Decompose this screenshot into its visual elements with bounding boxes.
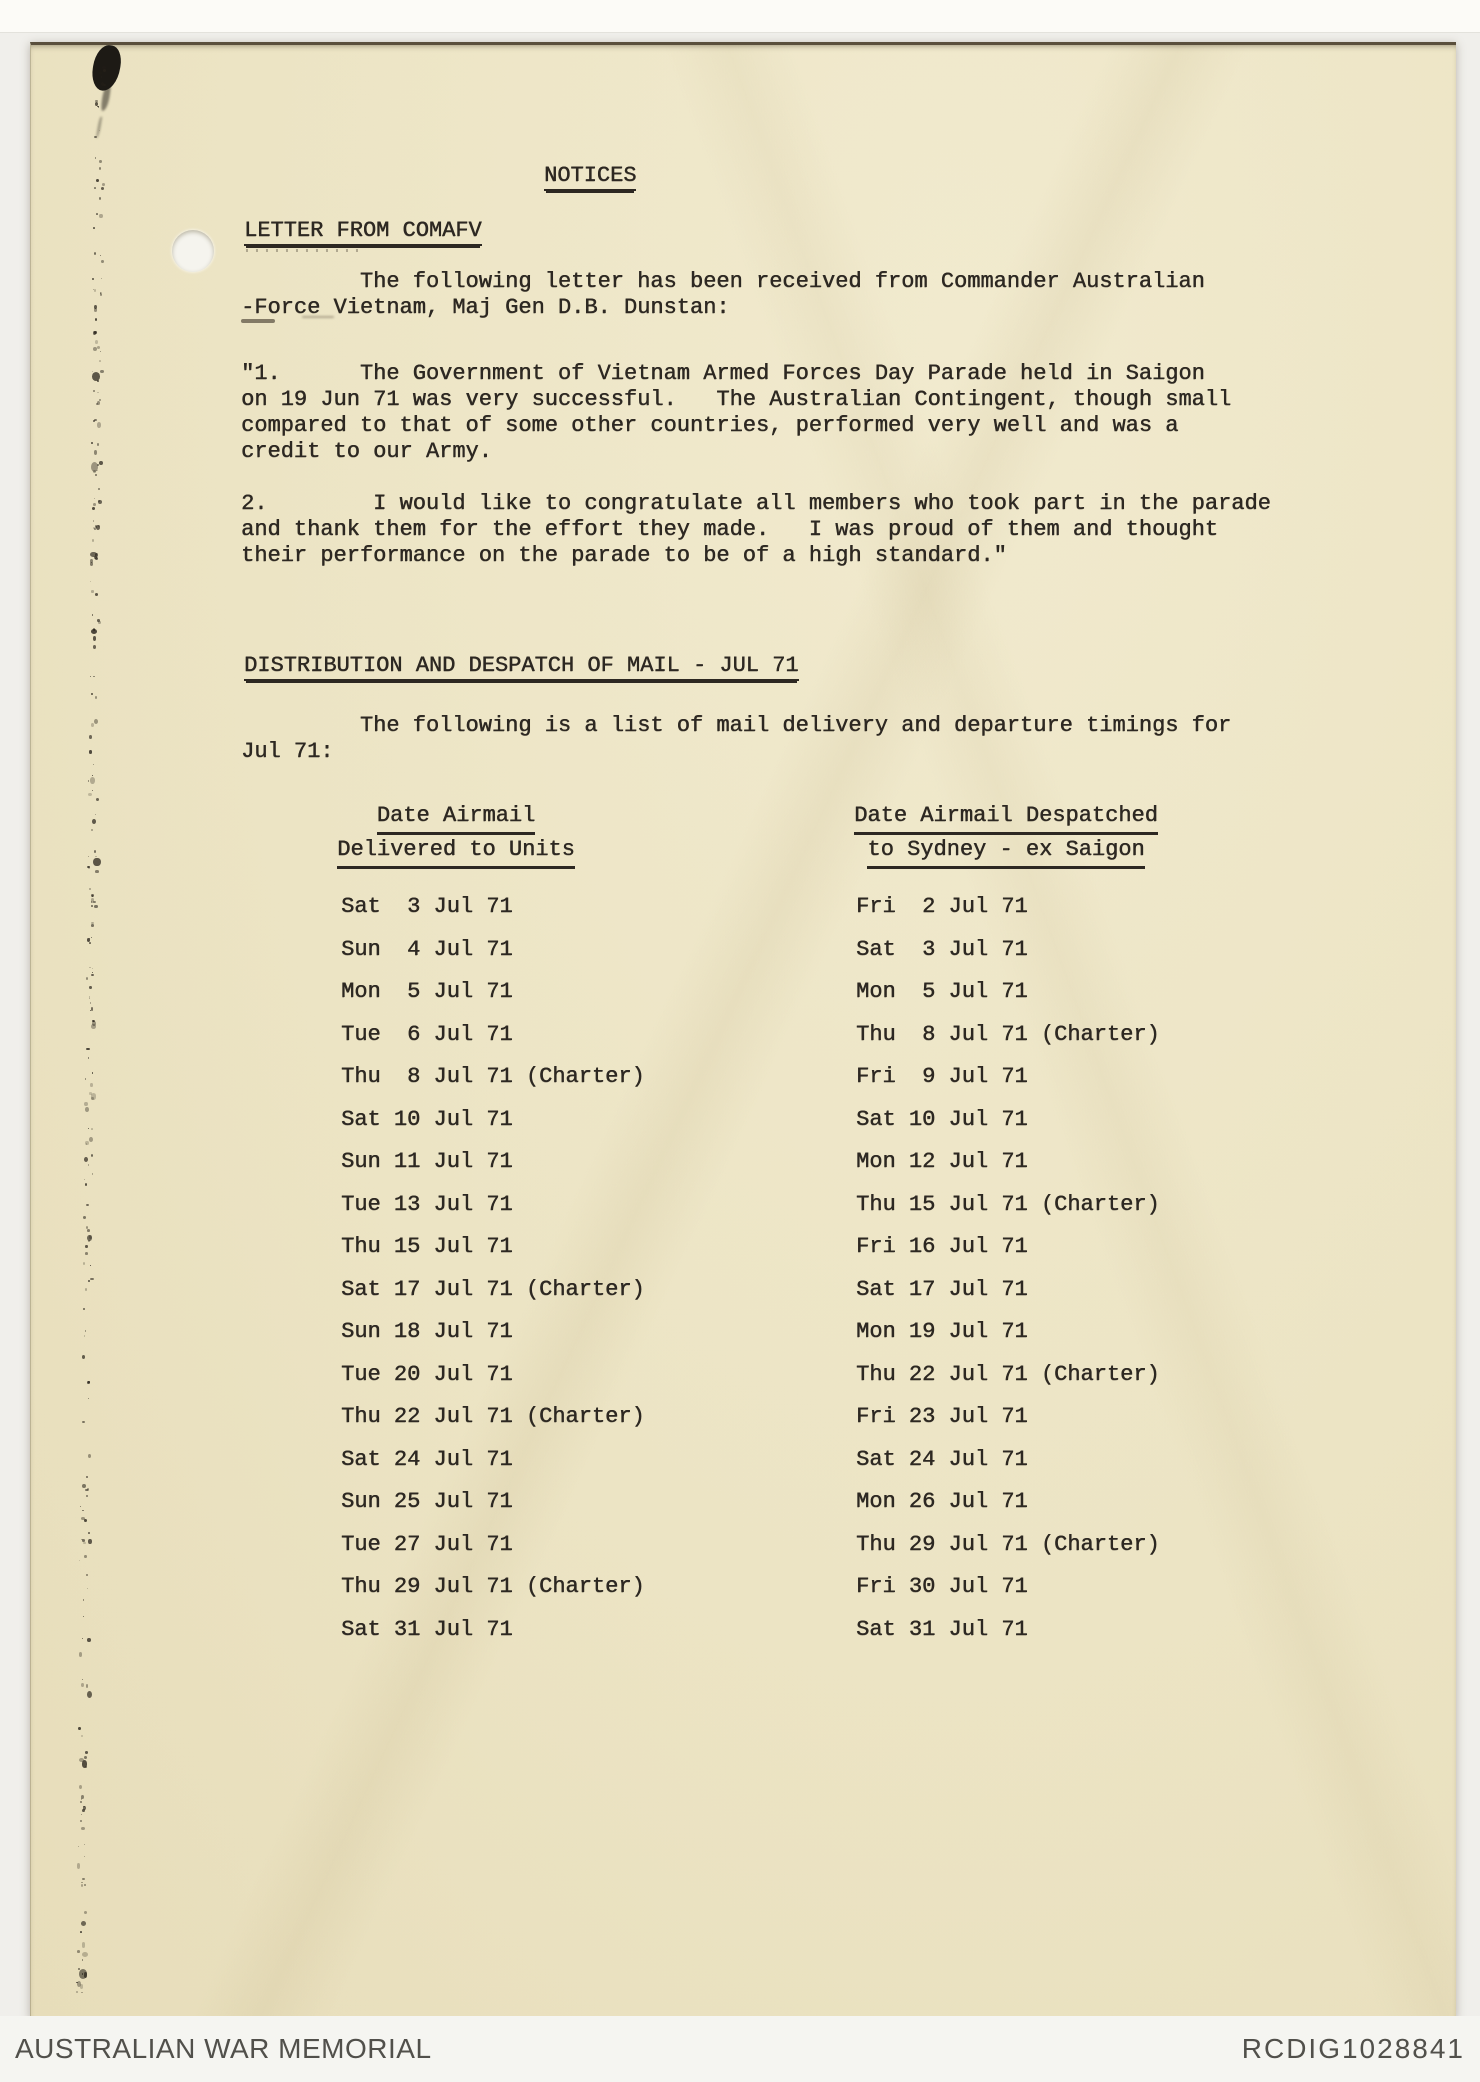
- table-row: [31, 1442, 1456, 1485]
- delivered-date-cell: Tue 27 Jul 71: [341, 1531, 513, 1557]
- despatched-date-cell: Fri 30 Jul 71: [856, 1574, 1028, 1599]
- comafv-letter-intro: [241, 269, 1205, 321]
- table-row: [31, 1059, 1456, 1102]
- delivered-date-cell: Mon 5 Jul 71: [341, 979, 513, 1004]
- delivered-date-cell: Tue 6 Jul 71: [341, 1021, 513, 1047]
- mail-intro: [241, 713, 1231, 765]
- text-line: credit to our Army.: [241, 439, 492, 464]
- scanner-top-strip: [0, 0, 1480, 33]
- table-row: [31, 1272, 1456, 1315]
- text-line: on 19 Jun 71 was very successful. The Australian Contingent, though small: [241, 387, 1232, 412]
- text-line: The following is a list of mail delivery and departure timings for: [241, 713, 1232, 738]
- mail-table-rows: [31, 889, 1456, 1654]
- delivered-date-cell: Thu 8 Jul 71 (Charter): [341, 1064, 645, 1089]
- despatched-date-cell: Thu 8 Jul 71 (Charter): [856, 1021, 1160, 1047]
- header-left-line1: Date Airmail: [377, 801, 535, 835]
- despatched-date-cell: Mon 19 Jul 71: [856, 1319, 1028, 1344]
- text-line: Jul 71:: [241, 739, 334, 764]
- table-row: [31, 974, 1456, 1017]
- table-row: [31, 1314, 1456, 1357]
- table-row: [31, 1357, 1456, 1400]
- despatched-date-cell: Thu 15 Jul 71 (Charter): [856, 1191, 1160, 1217]
- delivered-date-cell: Sun 4 Jul 71: [341, 936, 513, 962]
- delivered-date-cell: Tue 13 Jul 71: [341, 1191, 513, 1217]
- table-row: [31, 889, 1456, 932]
- awm-footer: [0, 2016, 1480, 2082]
- table-row: [31, 1484, 1456, 1527]
- text-line: -Force Vietnam, Maj Gen D.B. Dunstan:: [241, 295, 730, 320]
- despatched-date-cell: Mon 26 Jul 71: [856, 1489, 1028, 1514]
- delivered-date-cell: Sat 31 Jul 71: [341, 1616, 513, 1642]
- despatched-date-cell: Thu 22 Jul 71 (Charter): [856, 1361, 1160, 1387]
- despatched-date-cell: Sat 31 Jul 71: [856, 1616, 1028, 1642]
- ink-blob: [90, 43, 124, 93]
- section-heading-letter-from-comafv: LETTER FROM COMAFV: [244, 218, 482, 246]
- awm-footer-title: AUSTRALIAN WAR MEMORIAL: [15, 2033, 432, 2064]
- table-row: [31, 1569, 1456, 1612]
- table-row: [31, 1229, 1456, 1272]
- mail-table-header-left: [336, 801, 576, 869]
- delivered-date-cell: Thu 29 Jul 71 (Charter): [341, 1574, 645, 1599]
- table-row: [31, 932, 1456, 975]
- text-line: and thank them for the effort they made. I was proud of them and thought: [241, 517, 1218, 542]
- text-line: 2. I would like to congratulate all members who took part in the parade: [241, 491, 1271, 516]
- delivered-date-cell: Sat 17 Jul 71 (Charter): [341, 1276, 645, 1302]
- delivered-date-cell: Thu 15 Jul 71: [341, 1234, 513, 1259]
- mail-table-header-right: [851, 801, 1161, 869]
- letter-paragraph-1: [241, 361, 1231, 465]
- delivered-date-cell: Sat 10 Jul 71: [341, 1106, 513, 1132]
- table-row: [31, 1612, 1456, 1655]
- header-left-line2: Delivered to Units: [337, 835, 575, 869]
- table-row: [31, 1187, 1456, 1230]
- delivered-date-cell: Sat 24 Jul 71: [341, 1446, 513, 1472]
- table-row: [31, 1144, 1456, 1187]
- delivered-date-cell: Sun 18 Jul 71: [341, 1319, 513, 1344]
- table-row: [31, 1017, 1456, 1060]
- despatched-date-cell: Mon 5 Jul 71: [856, 979, 1028, 1004]
- despatched-date-cell: Sat 24 Jul 71: [856, 1446, 1028, 1472]
- despatched-date-cell: Thu 29 Jul 71 (Charter): [856, 1531, 1160, 1557]
- table-row: [31, 1527, 1456, 1570]
- despatched-date-cell: Sat 17 Jul 71: [856, 1276, 1028, 1302]
- table-row: [31, 1102, 1456, 1145]
- delivered-date-cell: Sun 25 Jul 71: [341, 1489, 513, 1514]
- ink-smudge-dots: [246, 249, 358, 252]
- text-line: The following letter has been received from Commander Australian: [241, 269, 1205, 294]
- despatched-date-cell: Fri 2 Jul 71: [856, 894, 1028, 919]
- text-line: compared to that of some other countries, performed very well and was a: [241, 413, 1179, 438]
- despatched-date-cell: Sat 10 Jul 71: [856, 1106, 1028, 1132]
- table-row: [31, 1399, 1456, 1442]
- hole-punch: [172, 230, 214, 272]
- delivered-date-cell: Tue 20 Jul 71: [341, 1361, 513, 1387]
- delivered-date-cell: Thu 22 Jul 71 (Charter): [341, 1404, 645, 1429]
- text-line: their performance on the parade to be of a high standard.": [241, 543, 1007, 568]
- header-right-line1: Date Airmail Despatched: [854, 801, 1158, 835]
- text-line: "1. The Government of Vietnam Armed Forces Day Parade held in Saigon: [241, 361, 1205, 386]
- letter-paragraph-2: [241, 491, 1271, 569]
- despatched-date-cell: Fri 9 Jul 71: [856, 1064, 1028, 1089]
- despatched-date-cell: Sat 3 Jul 71: [856, 936, 1028, 962]
- delivered-date-cell: Sat 3 Jul 71: [341, 894, 513, 919]
- document-page: [30, 42, 1456, 2019]
- delivered-date-cell: Sun 11 Jul 71: [341, 1149, 513, 1174]
- header-right-line2: to Sydney - ex Saigon: [867, 835, 1144, 869]
- despatched-date-cell: Fri 23 Jul 71: [856, 1404, 1028, 1429]
- despatched-date-cell: Mon 12 Jul 71: [856, 1149, 1028, 1174]
- record-id: RCDIG1028841: [1241, 2033, 1465, 2064]
- document-title-text: NOTICES: [544, 163, 636, 191]
- document-title: [544, 163, 636, 191]
- despatched-date-cell: Fri 16 Jul 71: [856, 1234, 1028, 1259]
- section-heading-mail-distribution: DISTRIBUTION AND DESPATCH OF MAIL - JUL 71: [244, 653, 799, 681]
